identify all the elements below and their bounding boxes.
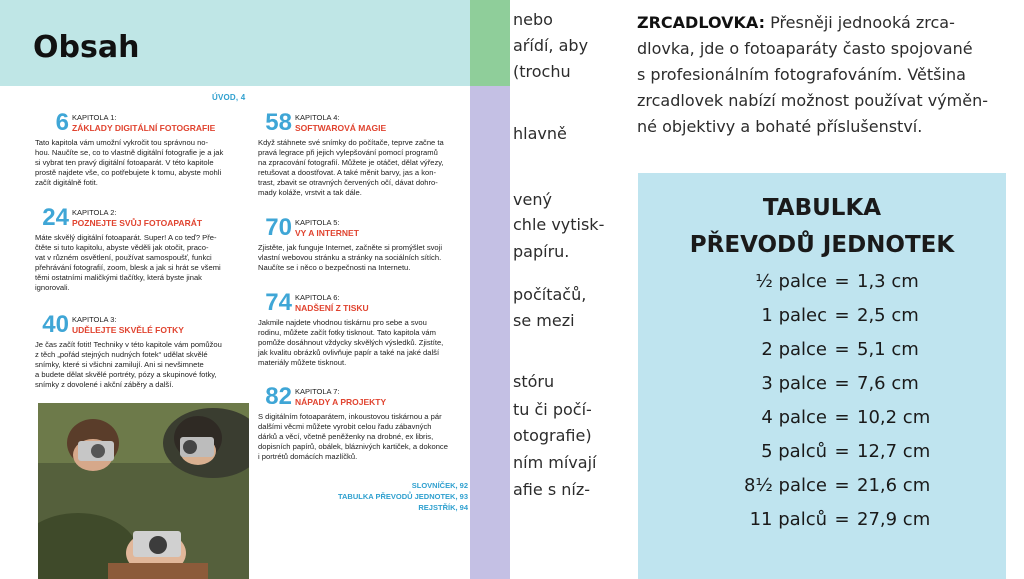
- description-line: pravá legrace při jejich vylepšování pomocí programů: [258, 148, 438, 157]
- chapter-description: [258, 412, 448, 462]
- description-line: snímky, které si všichni zamilují. Ani si nevšimnete: [35, 360, 204, 369]
- cm-value: 27,9 cm: [857, 509, 931, 530]
- chapter-description: [35, 138, 223, 188]
- equals-sign: =: [834, 305, 850, 326]
- partial-text-line: vený: [513, 190, 552, 209]
- cm-value: 7,6 cm: [857, 373, 919, 394]
- chapter-label: KAPITOLA 1:: [72, 113, 117, 122]
- description-line: materiály můžete tisknout.: [258, 358, 347, 367]
- description-line: si vybrat ten pravý digitální fotoaparát. V této kapitole: [35, 158, 214, 167]
- inch-value: 3 palce: [761, 373, 827, 394]
- chapter-label: KAPITOLA 7:: [295, 387, 340, 396]
- description-line: z těch „pořád stejných nudných fotek“ udělat skvělé: [35, 350, 208, 359]
- description-line: Tato kapitola vám umožní vykročit tou správnou no-: [35, 138, 209, 147]
- description-line: dárků a věcí, včetně peněženky na drobné, ex libris,: [258, 432, 434, 441]
- partial-text-line: tu či počí-: [513, 400, 592, 419]
- chapter-page-number: 74: [265, 289, 292, 316]
- chapter-heading: POZNEJTE SVŮJ FOTOAPARÁT: [72, 218, 203, 228]
- partial-text-line: nebo: [513, 10, 553, 29]
- description-line: mady koláže, vrstvit a tak dále.: [258, 188, 362, 197]
- partial-text-line: se mezi: [513, 311, 575, 330]
- description-line: dopisních papírů, obálek, bláznivých kartiček, a dokonce: [258, 442, 448, 451]
- table-title-line: PŘEVODŮ JEDNOTEK: [689, 232, 955, 258]
- conversion-table-title: [638, 190, 1006, 264]
- cm-value: 5,1 cm: [857, 339, 919, 360]
- chapter-heading: SOFTWAROVÁ MAGIE: [295, 123, 387, 133]
- chapter-label: KAPITOLA 2:: [72, 208, 117, 217]
- inch-value: 8½ palce: [743, 475, 827, 496]
- description-line: snímky z dovolené i akční záběry a další.: [35, 380, 174, 389]
- description-line: a budete dělat skvělé portréty, pózy a skupinové fotky,: [35, 370, 217, 379]
- conversion-row: [638, 265, 1006, 299]
- chapter-page-number: 40: [42, 311, 69, 338]
- description-line: Zjistěte, jak funguje Internet, začněte si promýšlet svoji: [258, 243, 443, 252]
- partial-text-line: otografie): [513, 426, 592, 445]
- equals-sign: =: [834, 271, 850, 292]
- chapter-page-number: 24: [42, 204, 69, 231]
- conversion-row: [638, 401, 1006, 435]
- partial-page-text: [510, 0, 610, 579]
- conversion-row: [638, 367, 1006, 401]
- partial-text-line: aŕídí, aby: [513, 36, 589, 55]
- glossary-line: dlovka, jde o fotoaparáty často spojované: [637, 39, 973, 58]
- photo-children-with-cameras: [38, 403, 249, 579]
- cm-value: 12,7 cm: [857, 441, 931, 462]
- chapter-label: KAPITOLA 4:: [295, 113, 340, 122]
- description-line: prostě najdete vše, co potřebujete k tomu, abyste mohli: [35, 168, 222, 177]
- description-line: i portrétů domácích mazlíčků.: [258, 452, 358, 461]
- conversion-row: [638, 469, 1006, 503]
- cm-value: 2,5 cm: [857, 305, 919, 326]
- description-line: vlastní webovou stránku a stránky na sociálních sítích.: [258, 253, 442, 262]
- inch-value: 5 palců: [761, 441, 827, 462]
- partial-text-line: papíru.: [513, 242, 570, 261]
- glossary-term: ZRCADLOVKA:: [637, 13, 765, 32]
- description-line: na zpracování fotografií. Můžete je otáčet, dělat výřezy,: [258, 158, 444, 167]
- conversion-table: [638, 173, 1006, 579]
- chapter-label: KAPITOLA 3:: [72, 315, 117, 324]
- back-matter-entry: SLOVNÍČEK, 92: [411, 481, 468, 490]
- page-title: Obsah: [33, 30, 140, 65]
- chapter-heading: UDĚLEJTE SKVĚLÉ FOTKY: [72, 325, 184, 335]
- description-line: S digitálním fotoaparátem, inkoustovou tiskárnou a pár: [258, 412, 442, 421]
- description-line: začít digitálně fotit.: [35, 178, 98, 187]
- chapter-heading: VY A INTERNET: [295, 228, 359, 238]
- glossary-definition: Přesněji jednooká zrca-: [764, 13, 955, 32]
- equals-sign: =: [834, 441, 850, 462]
- description-line: Je čas začít fotit! Techniky v této kapitole vám pomůžou: [35, 340, 222, 349]
- glossary-line: né objektivy a bohaté příslušenství.: [637, 117, 923, 136]
- back-matter-entry: TABULKA PŘEVODŮ JEDNOTEK, 93: [337, 492, 468, 501]
- back-matter-entry: REJSTŘÍK, 94: [418, 503, 468, 512]
- description-line: Máte skvělý digitální fotoaparát. Super! A co teď? Pře-: [35, 233, 217, 242]
- equals-sign: =: [834, 373, 850, 394]
- chapter-heading: ZÁKLADY DIGITÁLNÍ FOTOGRAFIE: [72, 123, 216, 133]
- inch-value: 2 palce: [761, 339, 827, 360]
- description-line: vat v různém osvětlení, používat samospoušť, funkci: [35, 253, 212, 262]
- description-line: Když stáhnete své snímky do počítače, teprve začne ta: [258, 138, 444, 147]
- description-line: dalšími věcmi můžete vyrobit celou řadu zábavných: [258, 422, 432, 431]
- description-line: retušovat a doostřovat. A také měnit barvy, jas a kon-: [258, 168, 436, 177]
- glossary-page: [610, 0, 1024, 579]
- conversion-row: [638, 299, 1006, 333]
- description-line: přehrávání fotografií, zoom, blesk a jak si hrát se všemi: [35, 263, 221, 272]
- conversion-rows: [638, 265, 1006, 537]
- equals-sign: =: [834, 475, 850, 496]
- description-line: trast, zbavit se otravných červených očí, dávat dohro-: [258, 178, 438, 187]
- chapter-page-number: 82: [265, 383, 292, 410]
- description-line: rodinu, můžete začít fotky tisknout. Tato kapitola vám: [258, 328, 436, 337]
- description-line: čtěte si tuto kapitolu, abyste věděli jak otočit, praco-: [35, 243, 209, 252]
- partial-text-line: chle vytisk-: [513, 215, 605, 234]
- description-line: pomůže dosáhnout vždycky skvělých výsledků. Zjistíte,: [258, 338, 444, 347]
- table-title-line: TABULKA: [762, 195, 882, 221]
- glossary-line: [637, 10, 1017, 36]
- cm-value: 21,6 cm: [857, 475, 931, 496]
- description-line: ignorovali.: [35, 283, 70, 292]
- back-matter-list: [260, 480, 468, 513]
- chapter-description: [258, 138, 444, 198]
- partial-text-line: afie s níz-: [513, 480, 590, 499]
- chapter-description: [258, 318, 443, 368]
- partial-text-line: stóru: [513, 372, 555, 391]
- description-line: Jakmile najdete vhodnou tiskárnu pro sebe a svou: [258, 318, 427, 327]
- chapter-label: KAPITOLA 5:: [295, 218, 340, 227]
- partial-text-line: ním mívají: [513, 453, 597, 472]
- divider-strip-green: [470, 0, 510, 86]
- equals-sign: =: [834, 509, 850, 530]
- equals-sign: =: [834, 407, 850, 428]
- inch-value: 11 palců: [749, 509, 827, 530]
- inch-value: 1 palec: [761, 305, 827, 326]
- divider-strip-purple: [470, 86, 510, 579]
- partial-text-line: (trochu: [513, 62, 571, 81]
- glossary-entry-zrcadlovka: [637, 10, 1017, 140]
- description-line: těmi ostatními maličkými tlačítky, která byste jinak: [35, 273, 202, 282]
- chapter-description: [258, 243, 442, 273]
- equals-sign: =: [834, 339, 850, 360]
- inch-value: 4 palce: [761, 407, 827, 428]
- conversion-row: [638, 435, 1006, 469]
- intro-entry: ÚVOD, 4: [212, 93, 246, 102]
- glossary-line: s profesionálním fotografováním. Většina: [637, 65, 966, 84]
- chapter-page-number: 58: [265, 109, 292, 136]
- partial-text-line: hlavně: [513, 124, 567, 143]
- chapter-label: KAPITOLA 6:: [295, 293, 340, 302]
- description-line: hou. Naučíte se, co to vlastně digitální fotografie je a jak: [35, 148, 224, 157]
- cm-value: 1,3 cm: [857, 271, 919, 292]
- chapter-heading: NÁPADY A PROJEKTY: [295, 397, 387, 407]
- partial-text-line: počítačů,: [513, 285, 587, 304]
- chapter-description: [35, 340, 222, 390]
- contents-page: [0, 0, 470, 579]
- chapter-description: [35, 233, 221, 293]
- chapter-page-number: 70: [265, 214, 292, 241]
- conversion-row: [638, 503, 1006, 537]
- cm-value: 10,2 cm: [857, 407, 931, 428]
- chapter-page-number: 6: [55, 109, 69, 136]
- glossary-line: zrcadlovek nabízí možnost používat výměn-: [637, 91, 988, 110]
- chapter-heading: NADŠENÍ Z TISKU: [295, 303, 369, 313]
- photo-illustration: [38, 403, 249, 579]
- description-line: jak kvalitu obrázků ovlivňuje papír a také na jaké další: [258, 348, 440, 357]
- conversion-row: [638, 333, 1006, 367]
- description-line: Naučíte se i něco o bezpečnosti na Internetu.: [258, 263, 411, 272]
- inch-value: ½ palce: [755, 271, 827, 292]
